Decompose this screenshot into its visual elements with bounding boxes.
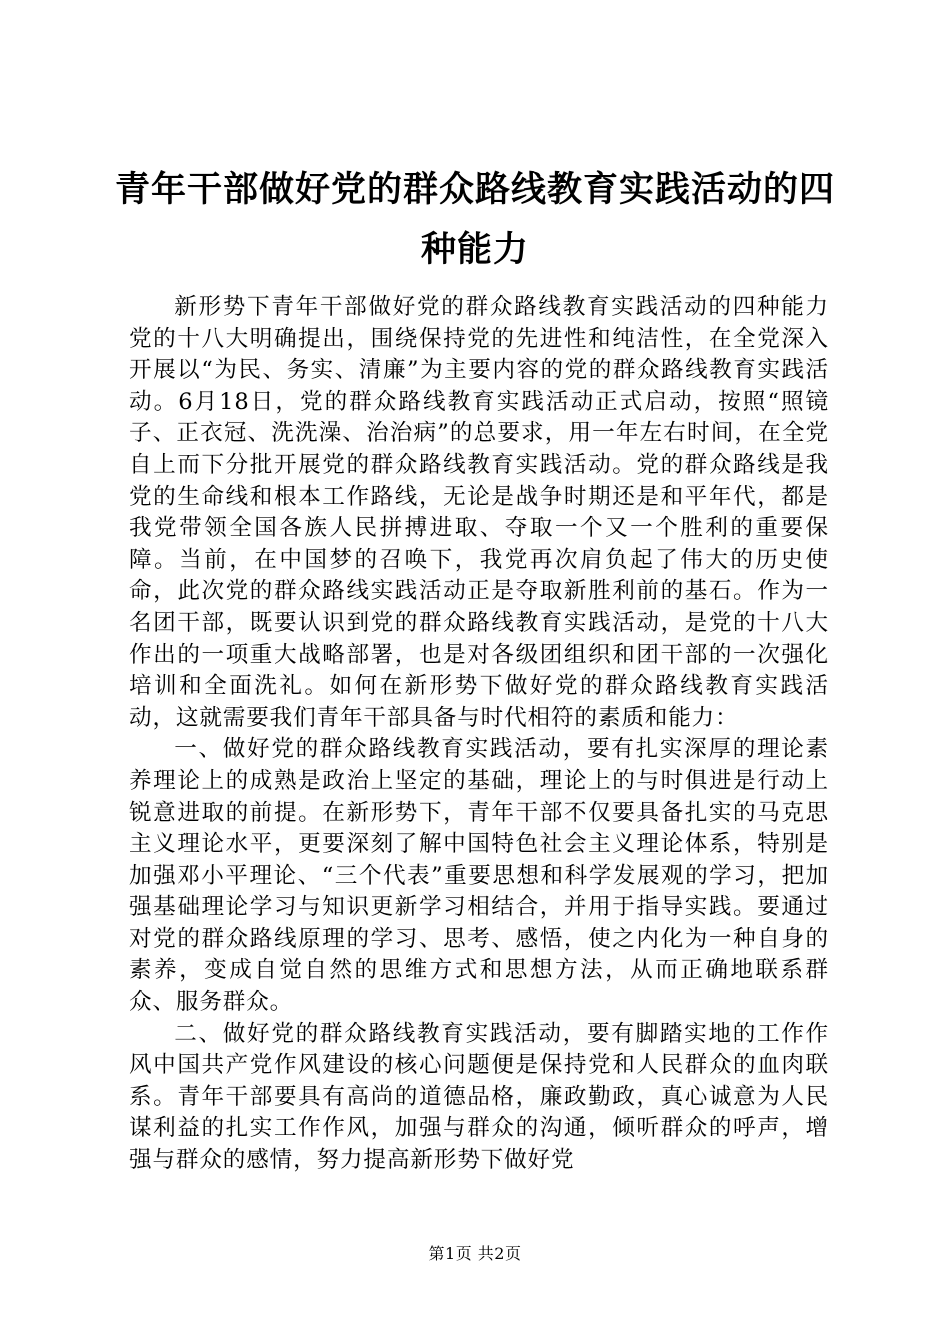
document-body [129,292,829,1177]
page-footer: 第1页 共2页 [428,1244,522,1263]
paragraph-theory: 一、做好党的群众路线教育实践活动，要有扎实深厚的理论素养理论上的成熟是政治上坚定的基础，理论上的与时俱进是行动上锐意进取的前提。在新形势下，青年干部不仅要具备扎实的马克思主义理论水平，更要深刻了解中国特色社会主义理论体系，特别是加强邓小平理论、“三个代表”重要思想和科学发展观的学习，把加强基础理论学习与知识更新学习相结合，并用于指导实践。要通过对党的群众路线原理的学习、思考、感悟，使之内化为一种自身的素养，变成自觉自然的思维方式和思想方法，从而正确地联系群众、服务群众。 [129,736,829,1016]
paragraph-intro: 新形势下青年干部做好党的群众路线教育实践活动的四种能力党的十八大明确提出，围绕保持党的先进性和纯洁性，在全党深入开展以“为民、务实、清廉”为主要内容的党的群众路线教育实践活动。6月18日，党的群众路线教育实践活动正式启动，按照“照镜子、正衣冠、洗洗澡、治治病”的总要求，用一年左右时间，在全党自上而下分批开展党的群众路线教育实践活动。党的群众路线是我党的生命线和根本工作路线，无论是战争时期还是和平年代，都是我党带领全国各族人民拼搏进取、夺取一个又一个胜利的重要保障。当前，在中国梦的召唤下，我党再次肩负起了伟大的历史使命，此次党的群众路线实践活动正是夺取新胜利前的基石。作为一名团干部，既要认识到党的群众路线教育实践活动，是党的十八大作出的一项重大战略部署，也是对各级团组织和团干部的一次强化培训和全面洗礼。如何在新形势下做好党的群众路线教育实践活动，这就需要我们青年干部具备与时代相符的素质和能力： [129,294,829,731]
document-title: 青年干部做好党的群众路线教育实践活动的四种能力 [114,170,835,270]
paragraph-work-style: 二、做好党的群众路线教育实践活动，要有脚踏实地的工作作风中国共产党作风建设的核心问题便是保持党和人民群众的血肉联系。青年干部要具有高尚的道德品格，廉政勤政，真心诚意为人民谋利益的扎实工作作风，加强与群众的沟通，倾听群众的呼声，增强与群众的感情，努力提高新形势下做好党 [129,1020,829,1174]
